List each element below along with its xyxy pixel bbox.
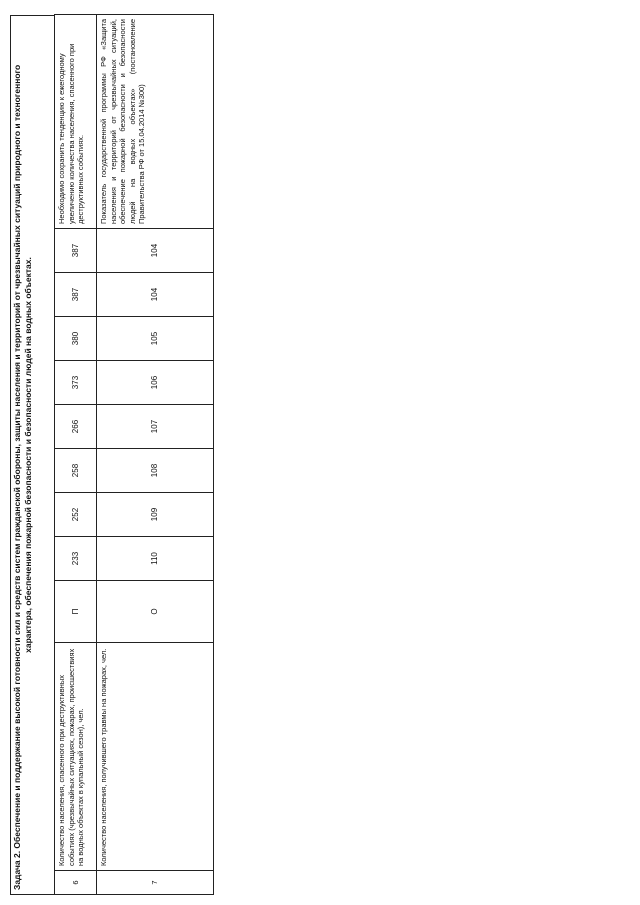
value-cell: 106 [97,361,214,405]
value-cell: 387 [55,229,97,273]
value-cell: 380 [55,317,97,361]
value-cell: 233 [55,537,97,581]
value-cell: 258 [55,449,97,493]
value-cell: 373 [55,361,97,405]
value-cell: 252 [55,493,97,537]
indicator-note: Необходимо сохранить тенденцию к ежегодному увеличению количества населения, спасенного при деструктивных событиях. [55,15,97,229]
indicator-type: П [55,581,97,643]
indicator-type: О [97,581,214,643]
value-cell: 110 [97,537,214,581]
task-title-line1: Задача 2. Обеспечение и поддержание высокой готовности сил и средств систем гражданской обороны, защиты населения и территорий от чрезвычайных ситуаций природного и техногенного [12,64,22,890]
table-row [97,15,214,895]
row-index: 7 [97,871,214,895]
task-header [10,15,54,895]
value-cell: 104 [97,273,214,317]
value-cell: 105 [97,317,214,361]
indicator-note: Показатель государственной программы РФ «Защита населения и территорий от чрезвычайных ситуаций, обеспечение пожарной безопасности и безопасности людей на водных объектах» (постановление Правительства РФ от 15.04.2014 №300) [97,15,214,229]
value-cell: 104 [97,229,214,273]
value-cell: 109 [97,493,214,537]
rotated-page [10,15,210,895]
indicators-table [54,14,214,895]
value-cell: 108 [97,449,214,493]
value-cell: 266 [55,405,97,449]
task-title-line2: характера, обеспечения пожарной безопасности и безопасности людей на водных объектах. [23,257,33,653]
value-cell: 107 [97,405,214,449]
value-cell: 387 [55,273,97,317]
table-row [55,15,97,895]
indicator-name: Количество населения, получившего травмы на пожарах, чел. [97,643,214,871]
indicator-name: Количество населения, спасенного при деструктивных событиях (чрезвычайных ситуациях, пожарах, происшествиях на водных объектах в купальный сезон), чел. [55,643,97,871]
row-index: 6 [55,871,97,895]
